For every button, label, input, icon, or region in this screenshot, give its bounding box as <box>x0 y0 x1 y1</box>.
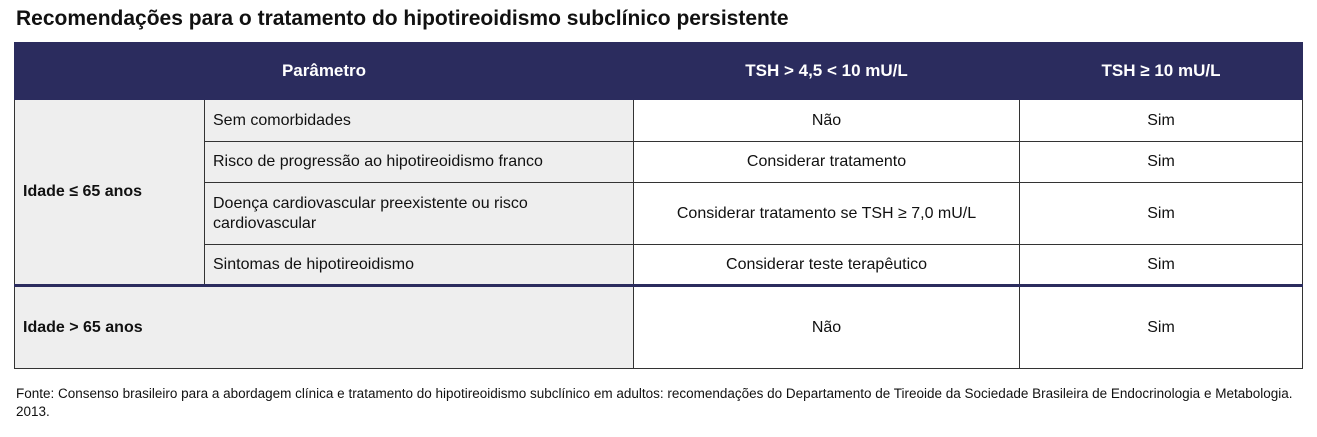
value-cell: Considerar teste terapêutico <box>634 245 1020 286</box>
table-row <box>15 142 1303 183</box>
table-row <box>15 183 1303 245</box>
source-note: Fonte: Consenso brasileiro para a abordagem clínica e tratamento do hipotireoidismo subclínico em adultos: recomendações do Departamento de Tireoide da Sociedade Brasileira de Endocrinologia e Metabologia. 2013. <box>16 386 1293 419</box>
parameter-cell: Sintomas de hipotireoidismo <box>205 245 634 286</box>
page-title: Recomendações para o tratamento do hipotireoidismo subclínico persistente <box>16 7 789 30</box>
header-tsh-10: TSH ≥ 10 mU/L <box>1020 43 1303 100</box>
group-label-age-gt65: Idade > 65 anos <box>15 286 634 369</box>
value-cell: Sim <box>1020 286 1303 369</box>
value-cell: Considerar tratamento <box>634 142 1020 183</box>
value-cell: Não <box>634 100 1020 142</box>
header-tsh-4-5-10: TSH > 4,5 < 10 mU/L <box>634 43 1020 100</box>
table-row <box>15 245 1303 286</box>
parameter-cell: Risco de progressão ao hipotireoidismo franco <box>205 142 634 183</box>
parameter-cell: Doença cardiovascular preexistente ou risco cardiovascular <box>205 183 634 245</box>
header-parametro: Parâmetro <box>15 43 634 100</box>
table-row <box>15 100 1303 142</box>
table-row <box>15 286 1303 369</box>
value-cell: Sim <box>1020 183 1303 245</box>
value-cell: Não <box>634 286 1020 369</box>
value-cell: Sim <box>1020 245 1303 286</box>
table-header-row <box>15 43 1303 100</box>
value-cell: Considerar tratamento se TSH ≥ 7,0 mU/L <box>634 183 1020 245</box>
parameter-cell: Sem comorbidades <box>205 100 634 142</box>
value-cell: Sim <box>1020 100 1303 142</box>
recommendations-table <box>14 42 1303 369</box>
group-label-age-le65: Idade ≤ 65 anos <box>15 100 205 286</box>
value-cell: Sim <box>1020 142 1303 183</box>
